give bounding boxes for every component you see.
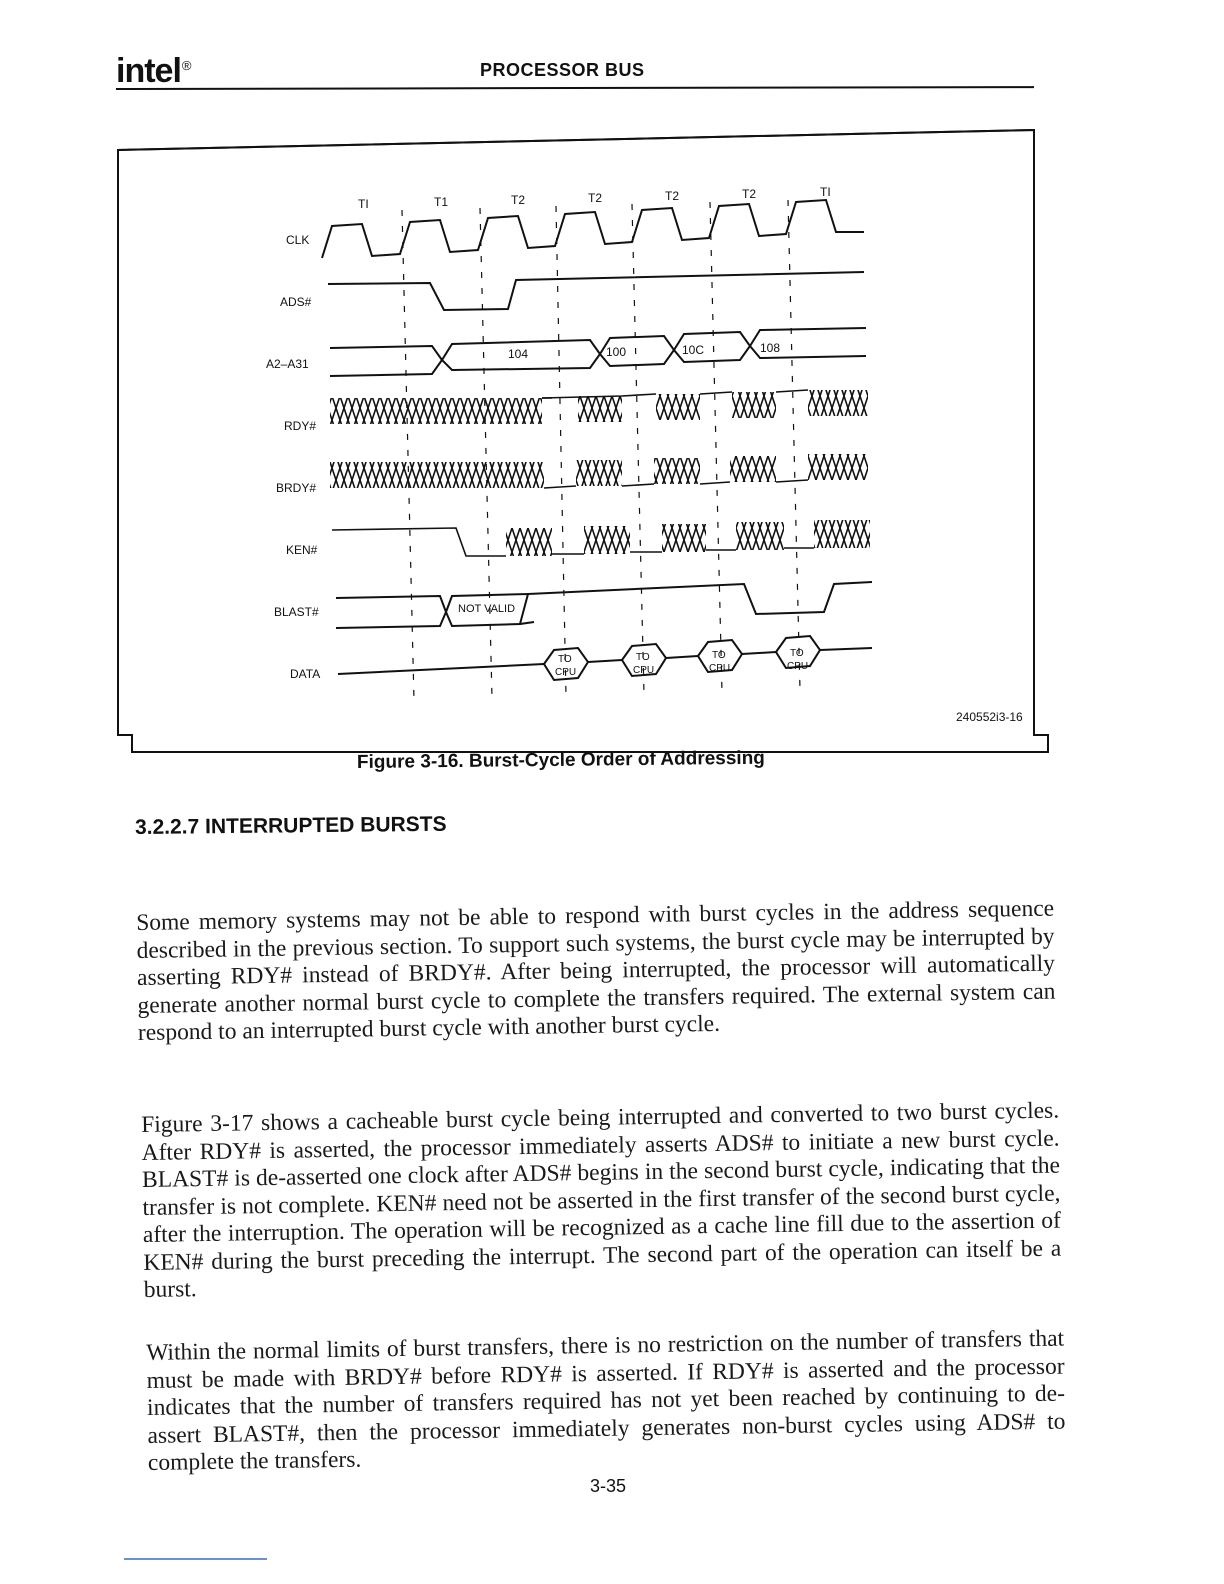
data-label-bottom: CPU [555, 667, 577, 678]
signal-label-data: DATA [290, 667, 321, 681]
address-label: 108 [760, 341, 781, 355]
data-label-bottom: CPU [709, 663, 731, 674]
running-head: PROCESSOR BUS [480, 60, 645, 80]
clk-waveform [322, 200, 864, 258]
signal-label-ken: KEN# [286, 543, 318, 557]
signal-label-brdy: BRDY# [276, 481, 317, 495]
data-label-top: TO [790, 648, 804, 659]
data-label-bottom: CPU [633, 665, 655, 676]
brdy-waveform [330, 454, 868, 488]
paragraph: Within the normal limits of burst transfers, there is no restriction on the number of transfers that must be made with BRDY# before RDY# is asserted. If RDY# is asserted and the processor indicates that the number of transfers required has not yet been reached by continuing to de-assert BLAST#, then the processor immediately generates non-burst cycles using ADS# to complete the transfers. [146, 1325, 1066, 1476]
data-label-bottom: CPU [787, 661, 809, 672]
rdy-waveform [330, 390, 868, 424]
blast-waveform [336, 582, 872, 628]
signal-label-ads: ADS# [280, 295, 312, 309]
paragraph: Figure 3-17 shows a cacheable burst cycle being interrupted and converted to two burst cycles. After RDY# is asserted, the processor immediately asserts ADS# to initiate a new burst cycle. BLAST# is de-asserted one clock after ADS# begins in the second burst cycle, indicating that the transfer is not complete. KEN# need not be asserted in the first transfer of the second burst cycle, after the interruption. The operation will be recognized as a cache line fill due to the assertion of KEN# during the burst preceding the interrupt. The second part of the operation can itself be a burst. [141, 1097, 1062, 1303]
scan-artifact-line [124, 1558, 267, 1560]
section-title: 3.2.2.7 INTERRUPTED BURSTS [134, 812, 447, 839]
ads-waveform [328, 272, 864, 310]
signal-label-blast: BLAST# [274, 605, 319, 619]
page-number: 3-35 [590, 1476, 627, 1496]
state-label: TI [820, 185, 831, 199]
state-label: TI [358, 197, 369, 211]
figure-id: 240552i3-16 [956, 710, 1023, 724]
registered-mark: ® [181, 58, 191, 73]
data-label-top: TO [636, 652, 650, 663]
address-label: 10C [682, 343, 705, 357]
data-label-top: TO [712, 650, 726, 661]
signal-label-rdy: RDY# [284, 419, 317, 433]
address-label: 104 [508, 347, 529, 361]
signal-label-clk: CLK [286, 233, 310, 247]
paragraph: Some memory systems may not be able to respond with burst cycles in the address sequence described in the previous section. To support such systems, the burst cycle may be interrupted by asserting RDY# instead of BRDY#. After being interrupted, the processor will automatically generate another normal burst cycle to complete the transfers required. The external system can respond to an interrupted burst cycle with another burst cycle. [136, 895, 1056, 1046]
ken-waveform [332, 520, 870, 556]
figure-caption: Figure 3-16. Burst-Cycle Order of Addressing [356, 747, 765, 773]
data-label-top: TO [558, 654, 572, 665]
signal-label-addr: A2–A31 [266, 357, 309, 371]
figure-frame [118, 130, 1048, 752]
state-label: T2 [588, 191, 603, 205]
clock-state-labels [358, 185, 831, 211]
address-label: 100 [606, 345, 627, 359]
state-label: T2 [665, 189, 680, 203]
blast-not-valid-label: NOT VALID [458, 603, 516, 615]
state-label: T2 [742, 187, 757, 201]
state-label: T2 [511, 193, 526, 207]
logo-text: intel [116, 52, 181, 90]
address-bus [330, 328, 866, 376]
state-label: T1 [434, 195, 449, 209]
